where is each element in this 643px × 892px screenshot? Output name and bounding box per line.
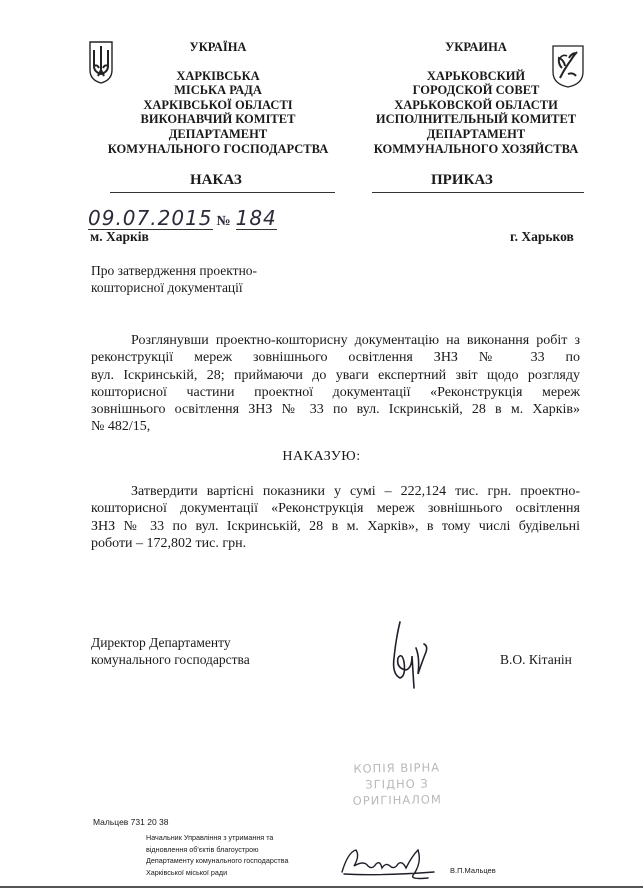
stamp-line-2: ЗГІДНО З [365,776,429,792]
doc-type-ru: ПРИКАЗ [431,172,493,188]
handwritten-number: 184 [235,206,277,230]
org-line-ru-4: ИСПОЛНИТЕЛЬНЫЙ КОМИТЕТ [375,112,577,127]
copy-certified-stamp [342,759,453,809]
doc-type-ua: НАКАЗ [190,172,242,188]
order-heading: НАКАЗУЮ: [282,449,361,464]
paragraph-preamble [91,332,580,436]
org-line-ru-6: КОММУНАЛЬНОГО ХОЗЯЙСТВА [373,141,579,156]
certification-block [146,832,288,878]
stamp-line-3: ОРИГІНАЛОМ [352,792,442,808]
signatory-title [91,634,250,668]
header-rule-right [372,192,584,193]
certifier-signature [338,842,442,882]
city-ru: г. Харьков [510,229,574,244]
subject-line-2: кошторисної документації [91,280,243,295]
subject-line-1: Про затвердження проектно- [91,263,258,278]
director-signature [386,618,436,696]
header-left [98,40,338,156]
paragraph-order [91,483,580,552]
org-line-ru-1: ХАРЬКОВСКИЙ [426,68,526,83]
number-sign: № [216,214,232,229]
cert-line-1: Начальник Управління з утримання та [146,833,274,842]
signatory-title-line-1: Директор Департаменту [91,635,231,650]
signatory-name: В.О. Кітанін [500,652,572,667]
order-line-2: кошторисної документації «Реконструкція мереж зовнішнього освітлення [91,501,580,517]
org-line-ua-3: ХАРКІВСЬКОЇ ОБЛАСТІ [143,97,293,112]
cert-line-3: Департаменту комунального господарства [146,856,289,866]
preamble-line-1: Розглянувши проектно-кошторисну документацію на виконання робіт з [131,333,580,348]
preamble-line-6: № 482/15, [91,419,151,435]
handwritten-date: 09.07.2015 [88,206,213,230]
org-line-ua-5: ДЕПАРТАМЕНТ [168,126,268,141]
preamble-line-2: реконструкції мереж зовнішнього освітлення ЗНЗ № 33 по [91,350,580,366]
order-line-1: Затвердити вартісні показники у сумі – 222,124 тис. грн. проектно- [131,484,580,499]
city-ua: м. Харків [90,229,149,244]
preamble-line-3: вул. Іскринській, 28; приймаючи до уваги експертний звіт щодо розгляду [91,367,580,383]
certifier-name: В.П.Мальцев [450,866,496,875]
header-rule-left [110,192,335,193]
date-number-line [88,206,277,230]
order-line-4: роботи – 172,802 тис. грн. [91,535,247,551]
country-name-ru: УКРАИНА [445,40,507,54]
scan-bottom-edge [0,886,643,888]
order-line-3: ЗНЗ № 33 по вул. Іскринській, 28 в м. Харків», в тому числі будівельні [91,518,580,534]
preamble-line-5: зовнішнього освітлення ЗНЗ № 33 по вул. Іскринській, 28 в м. Харків» [91,402,580,418]
org-line-ru-5: ДЕПАРТАМЕНТ [426,126,526,141]
cert-line-4: Харківської міської ради [146,867,228,877]
header-right [362,40,590,156]
cert-line-2: відновлення об'єктів благоустрою [146,844,259,854]
preamble-line-4: кошторисної частини проектної документації «Реконструкція мереж [91,384,580,400]
performer-contact: Мальцев 731 20 38 [93,817,169,827]
org-line-ru-2: ГОРОДСКОЙ СОВЕТ [412,83,540,98]
org-line-ua-6: КОМУНАЛЬНОГО ГОСПОДАРСТВА [107,141,329,156]
org-line-ua-2: МІСЬКА РАДА [174,83,262,98]
org-line-ru-3: ХАРЬКОВСКОЙ ОБЛАСТИ [394,97,558,112]
org-line-ua-4: ВИКОНАВЧИЙ КОМІТЕТ [140,112,296,127]
stamp-line-1: КОПІЯ ВІРНА [353,760,441,776]
subject-block [91,262,257,296]
org-line-ua-1: ХАРКІВСЬКА [176,68,260,83]
signatory-title-line-2: комунального господарства [91,652,250,667]
country-name-ua: УКРАЇНА [189,40,247,54]
